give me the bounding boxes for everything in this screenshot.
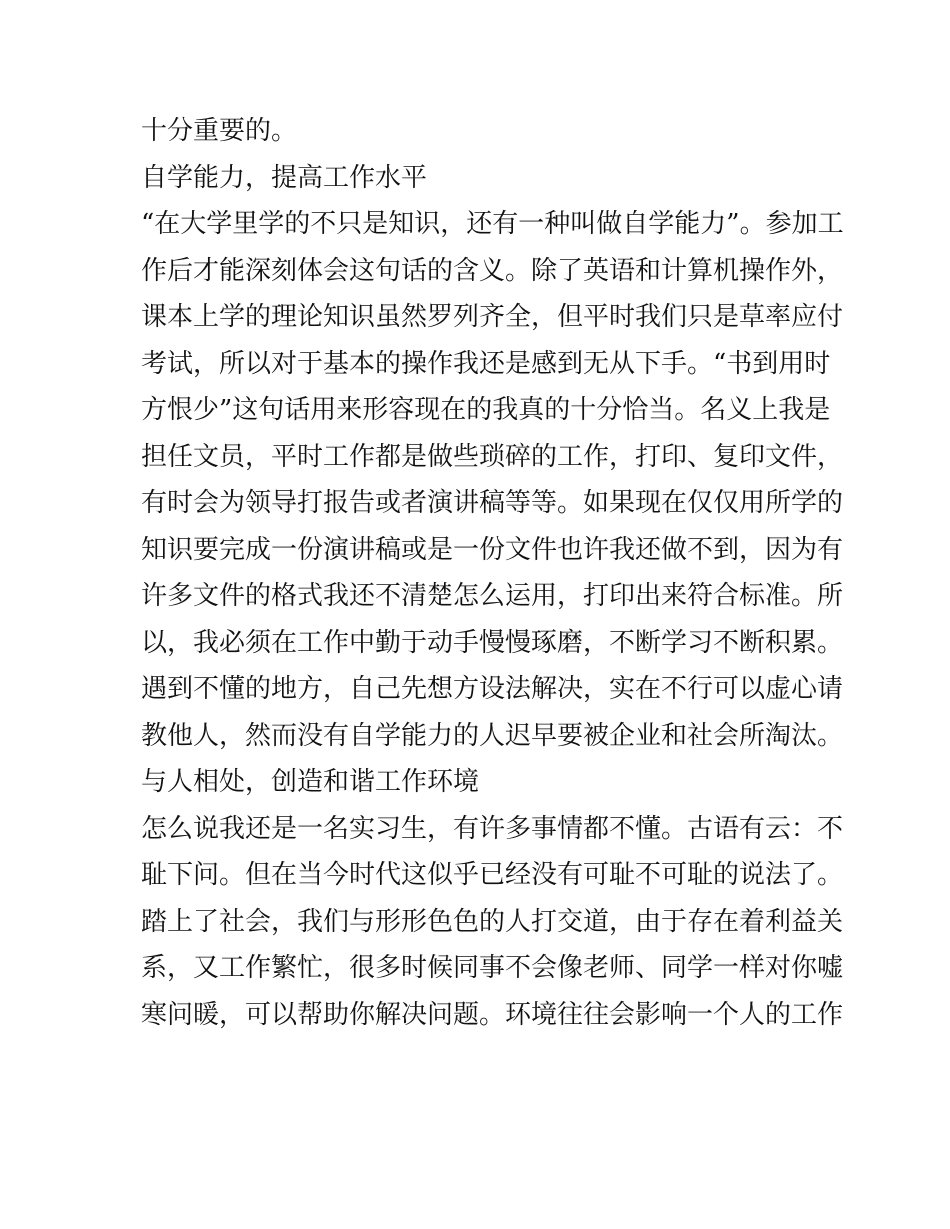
section-heading: 与人相处，创造和谐工作环境 <box>141 767 480 797</box>
text-line: 系，又工作繁忙，很多时候同事不会像老师、同学一样对你嘘 <box>141 953 844 983</box>
text-line: 知识要完成一份演讲稿或是一份文件也许我还做不到，因为有 <box>141 534 844 565</box>
text-line: 耻下问。但在当今时代这似乎已经没有可耻不可耻的说法了。 <box>141 860 844 890</box>
text-line: “在大学里学的不只是知识，还有一种叫做自学能力”。参加工 <box>141 209 844 239</box>
body-text <box>141 108 844 1038</box>
text-line: 有时会为领导打报告或者演讲稿等等。如果现在仅仅用所学的 <box>141 488 844 518</box>
text-line: 考试，所以对于基本的操作我还是感到无从下手。“书到用时 <box>141 348 831 379</box>
text-line: 遇到不懂的地方，自己先想方设法解决，实在不行可以虚心请 <box>141 674 844 704</box>
section-heading: 自学能力，提高工作水平 <box>141 162 428 193</box>
text-line: 方恨少”这句话用来形容现在的我真的十分恰当。名义上我是 <box>141 395 831 425</box>
text-line: 作后才能深刻体会这句话的含义。除了英语和计算机操作外， <box>141 255 844 286</box>
text-line: 十分重要的。 <box>141 116 298 146</box>
text-line: 踏上了社会，我们与形形色色的人打交道，由于存在着利益关 <box>141 906 844 937</box>
text-line: 课本上学的理论知识虽然罗列齐全，但平时我们只是草率应付 <box>141 302 844 332</box>
text-line: 以，我必须在工作中勤于动手慢慢琢磨，不断学习不断积累。 <box>141 627 844 658</box>
text-line: 寒问暖，可以帮助你解决问题。环境往往会影响一个人的工作 <box>141 999 844 1030</box>
text-line: 怎么说我还是一名实习生，有许多事情都不懂。古语有云：不 <box>141 813 844 844</box>
text-line: 教他人，然而没有自学能力的人迟早要被企业和社会所淘汰。 <box>141 720 844 751</box>
text-line: 担任文员，平时工作都是做些琐碎的工作，打印、复印文件， <box>141 441 844 472</box>
text-line: 许多文件的格式我还不清楚怎么运用，打印出来符合标准。所 <box>141 581 844 611</box>
